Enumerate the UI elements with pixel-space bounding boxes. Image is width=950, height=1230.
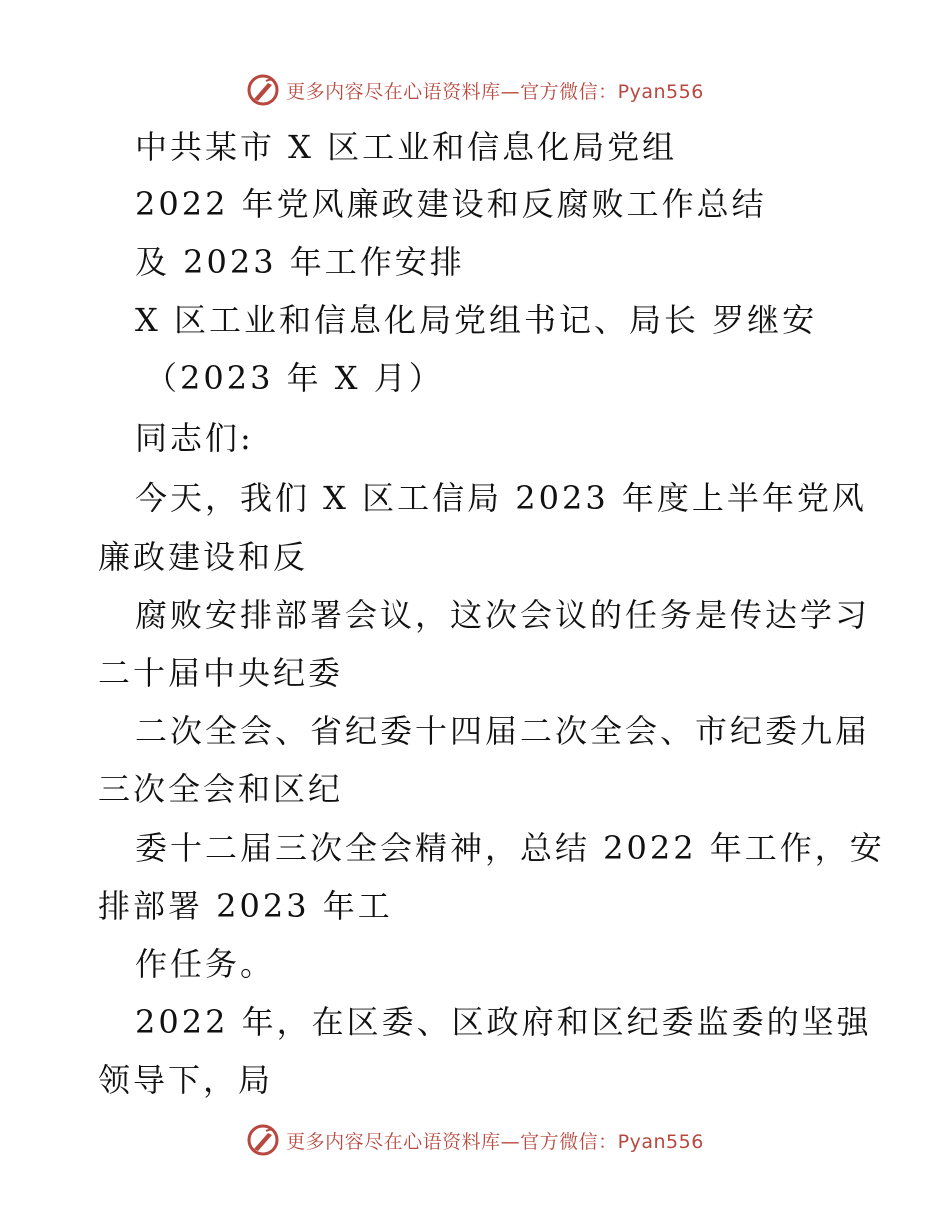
paragraph-line: 领导下，局 <box>98 1061 274 1099</box>
paragraph-line: 廉政建设和反 <box>98 538 309 576</box>
doc-title-line-1: 中共某市 X 区工业和信息化局党组 <box>135 128 678 166</box>
quill-pen-icon <box>246 1123 280 1157</box>
paragraph-line: 二次全会、省纪委十四届二次全会、市纪委九届 <box>135 712 871 750</box>
watermark-text: 更多内容尽在心语资料库—官方微信：Pyan556 <box>286 80 704 103</box>
doc-title-line-2: 2022 年党风廉政建设和反腐败工作总结 <box>135 185 767 223</box>
paragraph-line: 三次全会和区纪 <box>98 770 344 808</box>
doc-date: （2023 年 X 月） <box>145 359 444 397</box>
paragraph-line: 排部署 2023 年工 <box>98 887 393 925</box>
watermark-text: 更多内容尽在心语资料库—官方微信：Pyan556 <box>286 1130 704 1153</box>
paragraph-line: 今天，我们 X 区工信局 2023 年度上半年党风 <box>135 479 867 517</box>
watermark-banner-top <box>0 72 950 108</box>
paragraph-line: 腐败安排部署会议，这次会议的任务是传达学习 <box>135 596 871 634</box>
doc-title-line-3: 及 2023 年工作安排 <box>135 243 465 281</box>
doc-author: X 区工业和信息化局党组书记、局长 罗继安 <box>135 301 818 339</box>
quill-pen-icon <box>246 73 280 107</box>
paragraph-line: 2022 年，在区委、区政府和区纪委监委的坚强 <box>135 1003 872 1041</box>
paragraph-line: 作任务。 <box>135 945 276 983</box>
paragraph-line: 委十二届三次全会精神，总结 2022 年工作，安 <box>135 829 885 867</box>
paragraph-line: 二十届中央纪委 <box>98 654 344 692</box>
salutation: 同志们: <box>135 419 254 457</box>
watermark-banner-bottom <box>0 1122 950 1158</box>
